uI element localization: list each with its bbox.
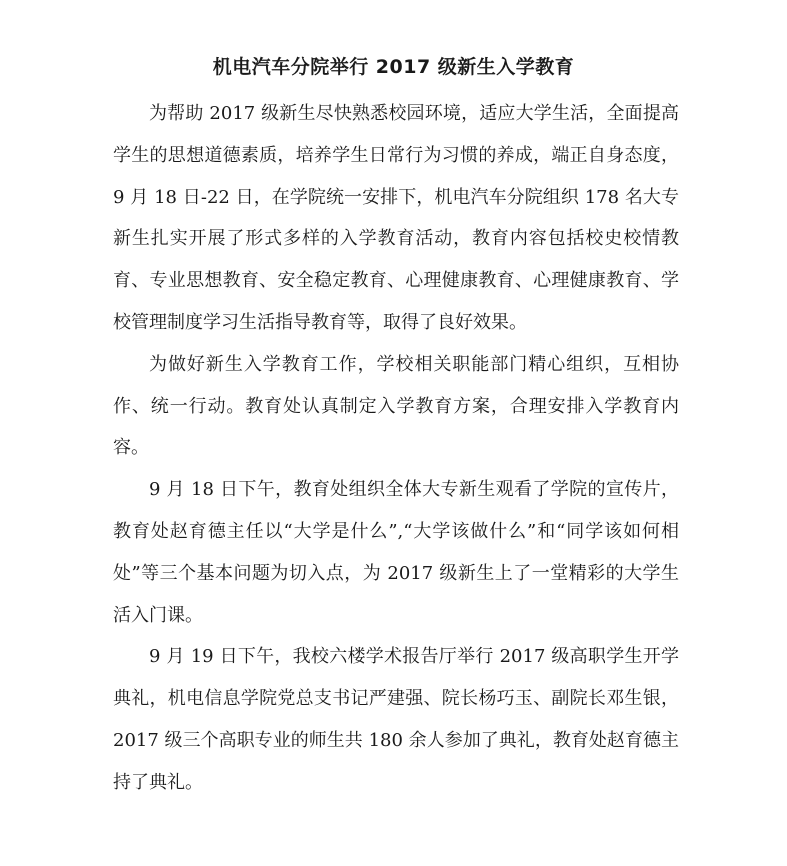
paragraph-3: 9 月 18 日下午，教育处组织全体大专新生观看了学院的宣传片，教育处赵育德主任以“大学是什么”,“大学该做什么”和“同学该如何相处”等三个基本问题为切入点，为 2017 级新生上了一堂精彩的大学生活入门课。 [113,479,679,626]
document-title: 机电汽车分院举行 2017 级新生入学教育 [212,56,575,78]
paragraph-4: 9 月 19 日下午，我校六楼学术报告厅举行 2017 级高职学生开学典礼，机电信息学院党总支书记严建强、院长杨巧玉、副院长邓生银，2017 级三个高职专业的师生共 180 余人参加了典礼，教育处赵育德主持了典礼。 [113,646,679,793]
document-body [113,93,679,804]
paragraph-1: 为帮助 2017 级新生尽快熟悉校园环境，适应大学生活，全面提高学生的思想道德素质，培养学生日常行为习惯的养成，端正自身态度，9 月 18 日-22 日，在学院统一安排下，机电汽车分院组织 178 名大专新生扎实开展了形式多样的入学教育活动，教育内容包括校史校情教育、专业思想教育、安全稳定教育、心理健康教育、心理健康教育、学校管理制度学习生活指导教育等，取得了良好效果。 [113,103,679,333]
paragraph-2: 为做好新生入学教育工作，学校相关职能部门精心组织，互相协作、统一行动。教育处认真制定入学教育方案，合理安排入学教育内容。 [113,353,679,459]
